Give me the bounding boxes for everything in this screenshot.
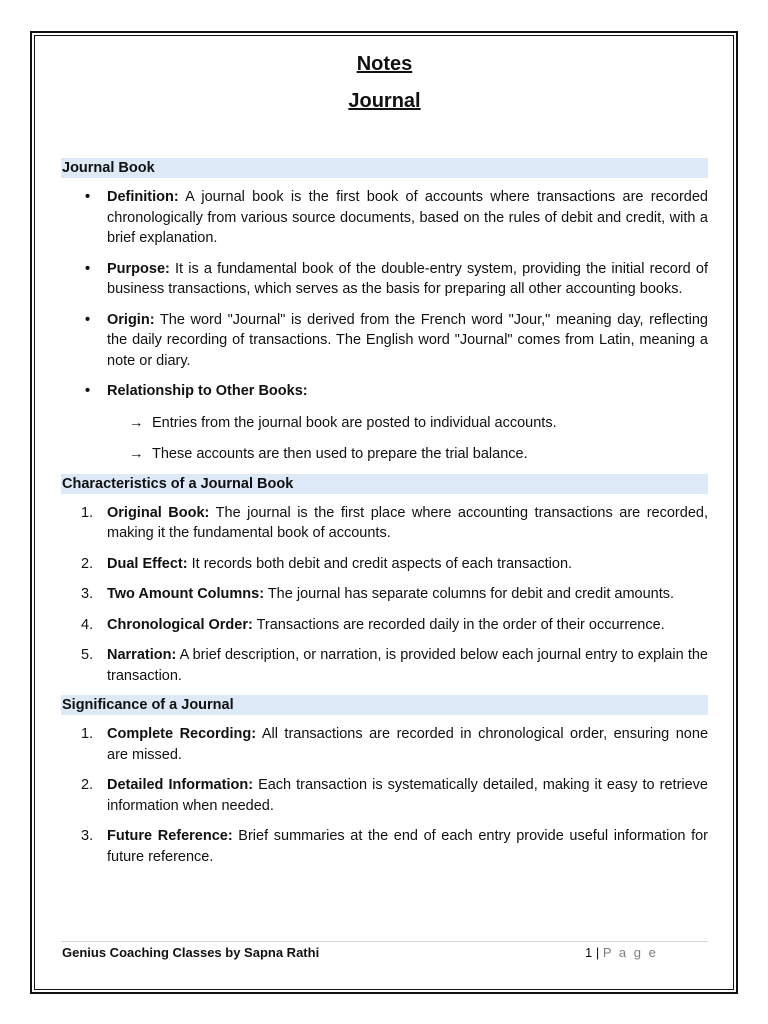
list-item-dual-effect bbox=[61, 554, 708, 575]
list-item-detailed-information bbox=[61, 775, 708, 816]
item-text: It is a fundamental book of the double-entry system, providing the initial record of business transactions, which serves as the basis for preparing all other accounting books. bbox=[107, 260, 708, 297]
page-indicator bbox=[585, 945, 658, 960]
item-term: Future Reference: bbox=[107, 828, 233, 844]
item-number: 1. bbox=[81, 504, 94, 521]
notes-title: Notes bbox=[356, 53, 413, 75]
item-number: 3. bbox=[81, 586, 94, 602]
page-footer bbox=[61, 941, 708, 964]
item-text: The journal has separate columns for debit and credit amounts. bbox=[264, 586, 675, 602]
footer-publisher: Genius Coaching Classes by Sapna Rathi bbox=[62, 945, 320, 960]
sub-item-text: These accounts are then used to prepare the trial balance. bbox=[152, 446, 528, 462]
item-text: Brief summaries at the end of each entry provide useful information for future reference. bbox=[107, 828, 708, 865]
list-item-origin bbox=[61, 310, 708, 372]
sub-item-text: Entries from the journal book are posted to individual accounts. bbox=[152, 414, 557, 431]
list-item-purpose bbox=[61, 259, 708, 300]
item-term: Detailed Information: bbox=[107, 777, 254, 793]
item-text: Transactions are recorded daily in the order of their occurrence. bbox=[252, 616, 665, 633]
item-term: Complete Recording: bbox=[107, 726, 257, 742]
item-text: All transactions are recorded in chronological order, ensuring none are missed. bbox=[107, 726, 709, 763]
item-number: 2. bbox=[81, 555, 94, 572]
item-text: A journal book is the first book of accounts where transactions are recorded chronologically from various source documents, based on the rules of debit and credit, with a brief explanation. bbox=[107, 189, 708, 246]
item-term: Two Amount Columns: bbox=[107, 586, 265, 602]
list-item-relationship bbox=[61, 381, 708, 402]
item-term: Relationship to Other Books: bbox=[107, 383, 308, 399]
bullet-icon: • bbox=[85, 311, 91, 328]
arrow-right-icon: → bbox=[129, 414, 144, 431]
item-number: 2. bbox=[81, 777, 94, 793]
section-heading-characteristics: Characteristics of a Journal Book bbox=[61, 474, 708, 494]
significance-list bbox=[61, 724, 708, 867]
journal-title: Journal bbox=[348, 90, 421, 112]
arrow-right-icon: → bbox=[129, 446, 144, 462]
item-text: The journal is the first place where accounting transactions are recorded, making it the fundamental book of accounts. bbox=[107, 504, 708, 541]
sub-item-posting bbox=[61, 413, 708, 434]
list-item-two-amount-columns bbox=[61, 584, 708, 605]
item-term: Narration: bbox=[107, 647, 177, 663]
item-term: Definition: bbox=[107, 189, 179, 205]
page-label: P a g e bbox=[602, 945, 658, 960]
list-item-complete-recording bbox=[61, 724, 708, 765]
item-number: 3. bbox=[81, 828, 94, 844]
item-term: Original Book: bbox=[107, 504, 210, 521]
bullet-icon: • bbox=[85, 189, 91, 205]
page-number: 1 bbox=[585, 945, 593, 960]
list-item-narration bbox=[61, 645, 708, 686]
list-item-chronological-order bbox=[61, 615, 708, 636]
item-term: Chronological Order: bbox=[107, 616, 253, 633]
bullet-icon: • bbox=[85, 383, 91, 399]
journal-book-list bbox=[61, 187, 708, 402]
item-term: Dual Effect: bbox=[107, 555, 188, 572]
page-separator: | bbox=[592, 945, 603, 960]
item-number: 1. bbox=[81, 726, 94, 742]
item-text: It records both debit and credit aspects of each transaction. bbox=[187, 555, 573, 572]
list-item-definition bbox=[61, 187, 708, 249]
item-text: Each transaction is systematically detailed, making it easy to retrieve information when needed. bbox=[107, 777, 708, 814]
section-heading-journal-book: Journal Book bbox=[61, 158, 708, 178]
characteristics-list bbox=[61, 503, 708, 687]
document-body bbox=[61, 50, 708, 867]
item-text: The word "Journal" is derived from the French word "Jour," meaning day, reflecting the daily recording of transactions. The English word "Journal" comes from Latin, meaning a note or diary. bbox=[107, 311, 708, 369]
item-term: Purpose: bbox=[107, 260, 170, 277]
item-text: A brief description, or narration, is provided below each journal entry to explain the transaction. bbox=[107, 647, 708, 684]
item-number: 5. bbox=[81, 647, 94, 663]
item-number: 4. bbox=[81, 616, 94, 633]
list-item-original-book bbox=[61, 503, 708, 544]
item-term: Origin: bbox=[107, 311, 155, 328]
list-item-future-reference bbox=[61, 826, 708, 867]
sub-item-trial-balance bbox=[61, 444, 708, 465]
section-heading-significance: Significance of a Journal bbox=[61, 695, 708, 715]
bullet-icon: • bbox=[85, 260, 91, 277]
